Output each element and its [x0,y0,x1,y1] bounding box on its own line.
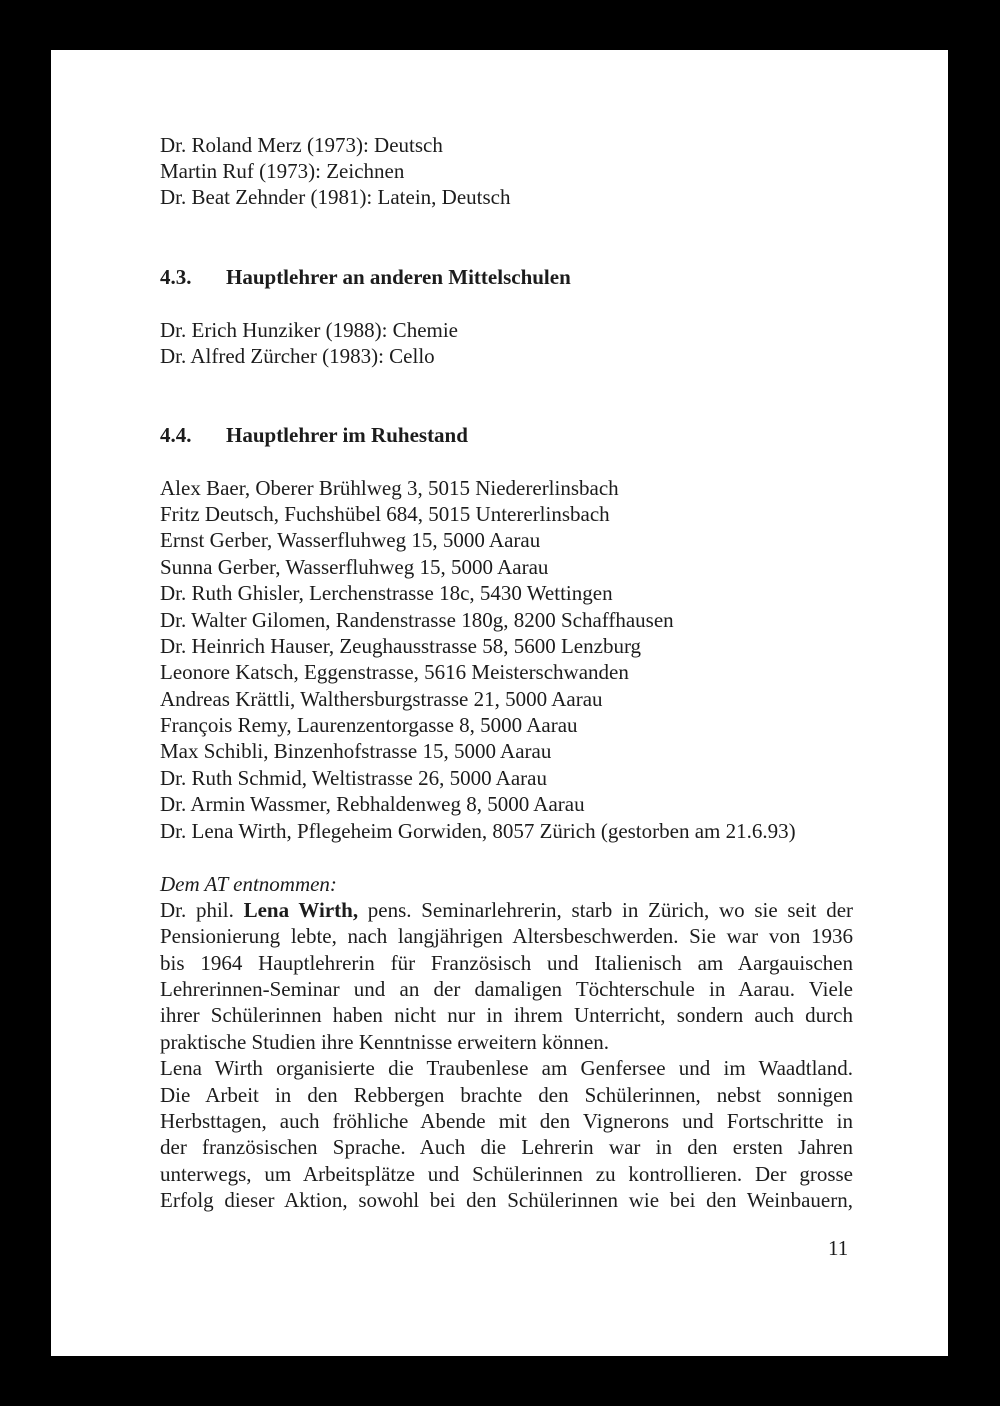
retired-teacher-item: Dr. Lena Wirth, Pflegeheim Gorwiden, 8057 Zürich (gestorben am 21.6.93) [160,819,796,843]
excerpt-line: der französischen Sprache. Auch die Lehrerin war in den ersten Jahren [160,1135,853,1159]
excerpt-line: ihrer Schülerinnen haben nicht nur in ihrem Unterricht, sondern auch durch [160,1003,853,1027]
retired-teacher-item: Sunna Gerber, Wasserfluhweg 15, 5000 Aarau [160,555,549,579]
retired-teacher-item: Max Schibli, Binzenhofstrasse 15, 5000 Aarau [160,739,552,763]
document-page [51,50,948,1356]
excerpt-line: unterwegs, um Arbeitsplätze und Schülerinnen zu kontrollieren. Der grosse [160,1162,853,1186]
retired-teacher-item: Dr. Walter Gilomen, Randenstrasse 180g, 8200 Schaffhausen [160,608,674,632]
excerpt-source: Dem AT entnommen: [160,872,337,896]
teacher-list-item: Martin Ruf (1973): Zeichnen [160,159,405,183]
teacher-list-item: Dr. Erich Hunziker (1988): Chemie [160,318,458,342]
section-title: Hauptlehrer an anderen Mittelschulen [226,265,571,289]
teacher-list-item: Dr. Roland Merz (1973): Deutsch [160,133,443,157]
teacher-list-item: Dr. Beat Zehnder (1981): Latein, Deutsch [160,185,511,209]
excerpt-line: bis 1964 Hauptlehrerin für Französisch und Italienisch am Aargauischen [160,951,853,975]
retired-teacher-item: Leonore Katsch, Eggenstrasse, 5616 Meisterschwanden [160,660,629,684]
section-title: Hauptlehrer im Ruhestand [226,423,468,447]
section-heading-4-3 [160,264,571,290]
retired-teacher-item: Dr. Ruth Schmid, Weltistrasse 26, 5000 Aarau [160,766,547,790]
retired-teacher-item: Andreas Krättli, Walthersburgstrasse 21, 5000 Aarau [160,687,603,711]
excerpt-line: praktische Studien ihre Kenntnisse erweitern können. [160,1030,610,1054]
teacher-list-item: Dr. Alfred Zürcher (1983): Cello [160,344,435,368]
excerpt-line: Pensionierung lebte, nach langjährigen Altersbeschwerden. Sie war von 1936 [160,924,853,948]
excerpt-line: Erfolg dieser Aktion, sowohl bei den Schülerinnen wie bei den Weinbauern, [160,1188,853,1212]
excerpt-first-line [160,897,853,923]
section-number: 4.4. [160,423,192,447]
excerpt-line: Lehrerinnen-Seminar und an der damaligen Töchterschule in Aarau. Viele [160,977,853,1001]
retired-teacher-item: Dr. Heinrich Hauser, Zeughausstrasse 58, 5600 Lenzburg [160,634,642,658]
retired-teacher-item: Dr. Armin Wassmer, Rebhaldenweg 8, 5000 Aarau [160,792,585,816]
excerpt-text: Dr. phil. [160,898,244,922]
excerpt-line: Die Arbeit in den Rebbergen brachte den Schülerinnen, nebst sonnigen [160,1083,853,1107]
section-heading-4-4 [160,422,468,448]
retired-teacher-item: Dr. Ruth Ghisler, Lerchenstrasse 18c, 5430 Wettingen [160,581,613,605]
retired-teacher-item: Ernst Gerber, Wasserfluhweg 15, 5000 Aarau [160,528,541,552]
retired-teacher-item: Alex Baer, Oberer Brühlweg 3, 5015 Niedererlinsbach [160,476,619,500]
excerpt-bold-name: Lena Wirth, [243,898,359,922]
page-number: 11 [828,1236,849,1260]
retired-teacher-item: Fritz Deutsch, Fuchshübel 684, 5015 Untererlinsbach [160,502,610,526]
excerpt-line: Herbsttagen, auch fröhliche Abende mit den Vignerons und Fortschritte in [160,1109,853,1133]
excerpt-line: Lena Wirth organisierte die Traubenlese am Genfersee und im Waadtland. [160,1056,853,1080]
section-number: 4.3. [160,265,192,289]
retired-teacher-item: François Remy, Laurenzentorgasse 8, 5000 Aarau [160,713,578,737]
excerpt-text: pens. Seminarlehrerin, starb in Zürich, wo sie seit der [358,898,854,922]
